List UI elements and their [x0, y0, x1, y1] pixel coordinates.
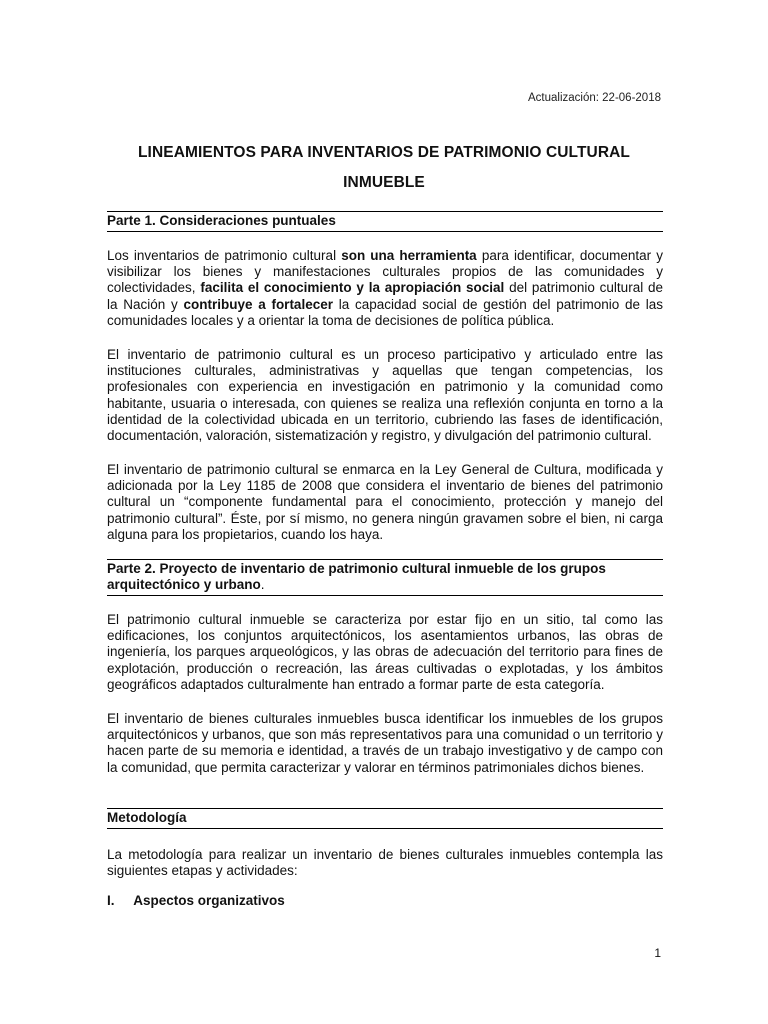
- paragraph-part1-3: El inventario de patrimonio cultural se enmarca en la Ley General de Cultura, modificada y adicionada por la Ley 1185 de 2008 que considera el inventario de bienes del patrimonio cultural un “componente fundamental para el conocimiento, protección y manejo del patrimonio cultural”. Éste, por sí mismo, no genera ningún gravamen sobre el bien, ni carga alguna para los propietarios, cuando los haya.: [107, 462, 663, 542]
- section-heading-part-2: [107, 559, 663, 596]
- document-title: LINEAMIENTOS PARA INVENTARIOS DE PATRIMONIO CULTURAL INMUEBLE: [137, 144, 630, 191]
- emphasis-text: contribuye a fortalecer: [183, 296, 333, 312]
- paragraph-part2-2: El inventario de bienes culturales inmuebles busca identificar los inmuebles de los grupos arquitectónicos y urbanos, que son más representativos para una comunidad o un territorio y hacen parte de su memoria e identidad, a través de un trabajo investigativo y de campo con la comunidad, que permita caracterizar y valorar en términos patrimoniales dichos bienes.: [107, 711, 663, 775]
- paragraph-text: para identificar, documentar y visibilizar los bienes y manifestaciones culturales propios de las comunidades y colectividades,: [107, 248, 663, 296]
- paragraph-methodology-1: La metodología para realizar un inventario de bienes culturales inmuebles contempla las siguientes etapas y actividades:: [107, 847, 663, 879]
- section-heading-part-2-text: Parte 2. Proyecto de inventario de patrimonio cultural inmueble de los grupos arquitectónico y urbano: [107, 561, 606, 592]
- list-number: I.: [107, 893, 115, 908]
- section-heading-part-1: Parte 1. Consideraciones puntuales: [107, 211, 663, 232]
- list-heading-label: Aspectos organizativos: [133, 893, 285, 908]
- page-number: 1: [654, 946, 661, 960]
- paragraph-part1-2: El inventario de patrimonio cultural es un proceso participativo y articulado entre las instituciones culturales, administrativas y aquellas que tengan competencias, los profesionales con experiencia en investigación en patrimonio y la comunidad como habitante, usuaria o interesada, con quienes se realiza una reflexión conjunta en torno a la identidad de la colectividad ubicada en un territorio, cubriendo las fases de identificación, documentación, valoración, sistematización y registro, y divulgación del patrimonio cultural.: [107, 347, 663, 444]
- paragraph-part2-1: El patrimonio cultural inmueble se caracteriza por estar fijo en un sitio, tal como las edificaciones, los conjuntos arquitectónicos, los asentamientos urbanos, las obras de ingeniería, los parques arqueológicos, y las obras de adecuación del territorio para fines de explotación, producción o recreación, las áreas cultivadas o explotadas, y los ámbitos geográficos adaptados culturalmente han entrado a formar parte de esta categoría.: [107, 612, 663, 692]
- emphasis-text: facilita el conocimiento y la apropiación social: [200, 280, 505, 296]
- paragraph-text: del patrimonio cultural de la Nación y: [107, 280, 663, 312]
- paragraph-part1-1: [107, 248, 663, 329]
- paragraph-text: la capacidad social de gestión del patrimonio de las comunidades locales y a orientar la toma de decisiones de política pública.: [107, 296, 663, 328]
- emphasis-text: son una herramienta: [341, 248, 477, 263]
- list-heading-1: [107, 893, 285, 908]
- paragraph-text: Los inventarios de patrimonio cultural: [107, 248, 342, 263]
- update-date: Actualización: 22-06-2018: [528, 92, 661, 104]
- section-heading-part-2-period: .: [260, 577, 265, 592]
- section-heading-methodology: Metodología: [107, 808, 663, 829]
